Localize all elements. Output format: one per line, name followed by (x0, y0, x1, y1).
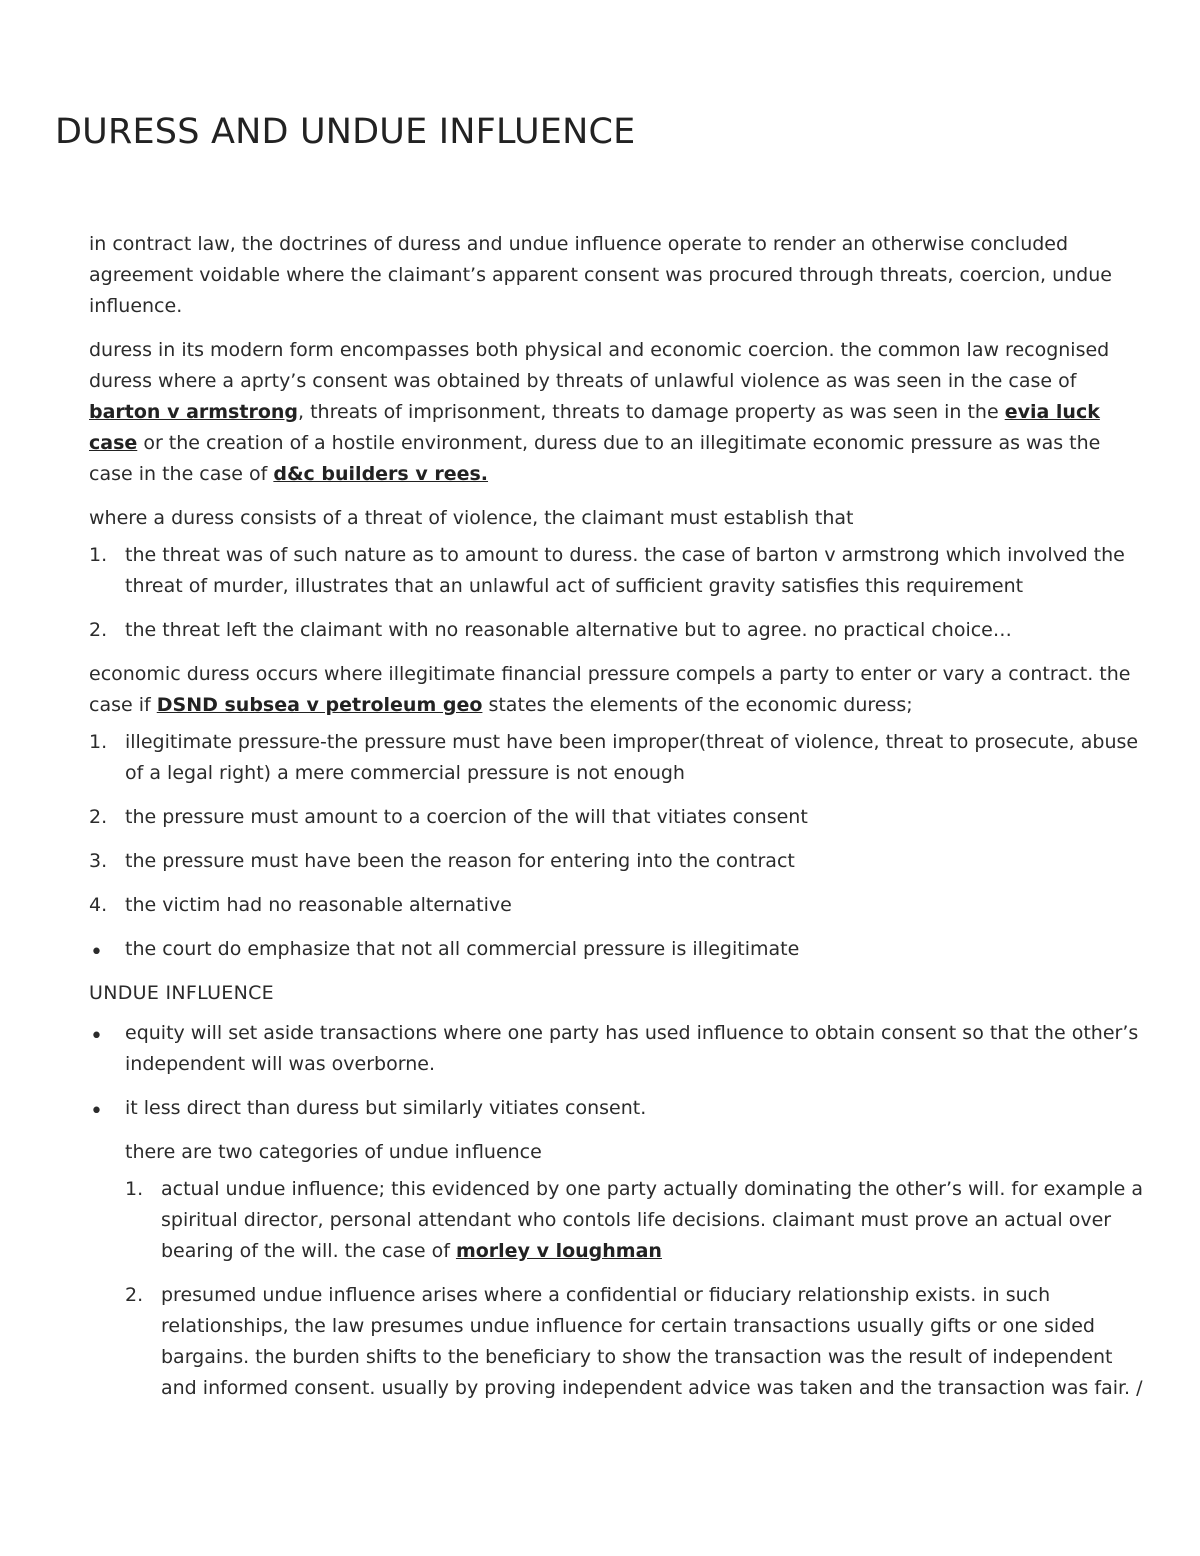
list-item (89, 802, 1149, 833)
case-link-dc-builders-v-rees[interactable]: d&c builders v rees. (273, 463, 489, 485)
categories-section (89, 1137, 1149, 1404)
list-item-text: the victim had no reasonable alternative (125, 894, 512, 916)
economic-elements-list (89, 727, 1149, 921)
duress-paragraph (89, 335, 1149, 490)
list-item (89, 615, 1149, 646)
list-item (89, 846, 1149, 877)
case-link-dsnd-subsea[interactable]: DSND subsea v petroleum geo (156, 694, 483, 716)
list-number: 1. (89, 544, 108, 566)
economic-duress-paragraph (89, 659, 1149, 721)
duress-text-3: or the creation of a hostile environment, duress due to an illegitimate economic pressure as was the case in the case of (89, 432, 1101, 485)
list-item-text: the court do emphasize that not all commercial pressure is illegitimate (125, 938, 800, 960)
list-number: 4. (89, 894, 108, 916)
list-item-text: it less direct than duress but similarly vitiates consent. (125, 1097, 647, 1119)
case-link-evia-luck[interactable]: evia luck case (89, 401, 1100, 454)
case-link-morley-v-loughman[interactable]: morley v loughman (455, 1240, 662, 1262)
list-number: 1. (125, 1178, 144, 1200)
violence-intro-paragraph: where a duress consists of a threat of violence, the claimant must establish that (89, 507, 854, 529)
list-item (125, 1280, 1149, 1404)
list-item-text: the threat left the claimant with no reasonable alternative but to agree. no practical choice… (125, 619, 1012, 641)
list-item-text: the pressure must have been the reason for entering into the contract (125, 850, 795, 872)
document-title: DURESS AND UNDUE INFLUENCE (55, 112, 636, 152)
list-item-text: equity will set aside transactions where one party has used influence to obtain consent so that the other’s independent will was overborne. (125, 1022, 1139, 1075)
duress-text-2: , threats of imprisonment, threats to damage property as was seen in the (298, 401, 1005, 423)
intro-paragraph: in contract law, the doctrines of duress and undue influence operate to render an otherwise concluded agreement voidable where the claimant’s apparent consent was procured through threats, coercion, undue influence. (89, 233, 1112, 317)
list-item-text: illegitimate pressure-the pressure must have been improper(threat of violence, threat to prosecute, abuse of a legal right) a mere commercial pressure is not enough (125, 731, 1139, 784)
economic-text-2: states the elements of the economic duress; (482, 694, 913, 716)
list-number: 1. (89, 731, 108, 753)
categories-intro: there are two categories of undue influence (125, 1141, 542, 1163)
bullet-icon: • (90, 1099, 103, 1124)
list-item (89, 1018, 1149, 1080)
bullet-icon: • (90, 1024, 103, 1049)
list-item (89, 1093, 1149, 1124)
bullet-icon: • (90, 940, 103, 965)
list-item-text: presumed undue influence arises where a confidential or fiduciary relationship exists. in such relationships, the law presumes undue influence for certain transactions usually gifts or one sided bargains. the burden shifts to the beneficiary to show the transaction was the result of independent and informed consent. usually by proving independent advice was taken and the transaction was fair. / (161, 1284, 1143, 1399)
duress-text-1: duress in its modern form encompasses both physical and economic coercion. the common law recognised duress where a aprty’s consent was obtained by threats of unlawful violence as was seen in the case of (89, 339, 1110, 392)
economic-note-list (89, 934, 1149, 965)
categories-list (125, 1174, 1149, 1404)
list-item (89, 934, 1149, 965)
list-number: 2. (125, 1284, 144, 1306)
list-number: 3. (89, 850, 108, 872)
list-item (125, 1174, 1149, 1267)
undue-influence-bullets (89, 1018, 1149, 1124)
list-item (89, 890, 1149, 921)
list-item-text: the pressure must amount to a coercion of the will that vitiates consent (125, 806, 808, 828)
list-item (89, 727, 1149, 789)
list-item (89, 540, 1149, 602)
list-item-text: the threat was of such nature as to amount to duress. the case of barton v armstrong which involved the threat of murder, illustrates that an unlawful act of sufficient gravity satisfies this requirement (125, 544, 1125, 597)
case-link-barton-v-armstrong[interactable]: barton v armstrong (89, 401, 298, 423)
violence-elements-list (89, 540, 1149, 646)
undue-influence-heading: UNDUE INFLUENCE (89, 982, 274, 1004)
list-item-text: actual undue influence; this evidenced by one party actually dominating the other’s will. for example a spiritual director, personal attendant who contols life decisions. claimant must prove an actual over bearing of the will. the case of (161, 1178, 1144, 1262)
document-body (89, 229, 1149, 1417)
list-number: 2. (89, 619, 108, 641)
list-number: 2. (89, 806, 108, 828)
economic-text-1: economic duress occurs where illegitimate financial pressure compels a party to enter or vary a contract. the case if (89, 663, 1131, 716)
